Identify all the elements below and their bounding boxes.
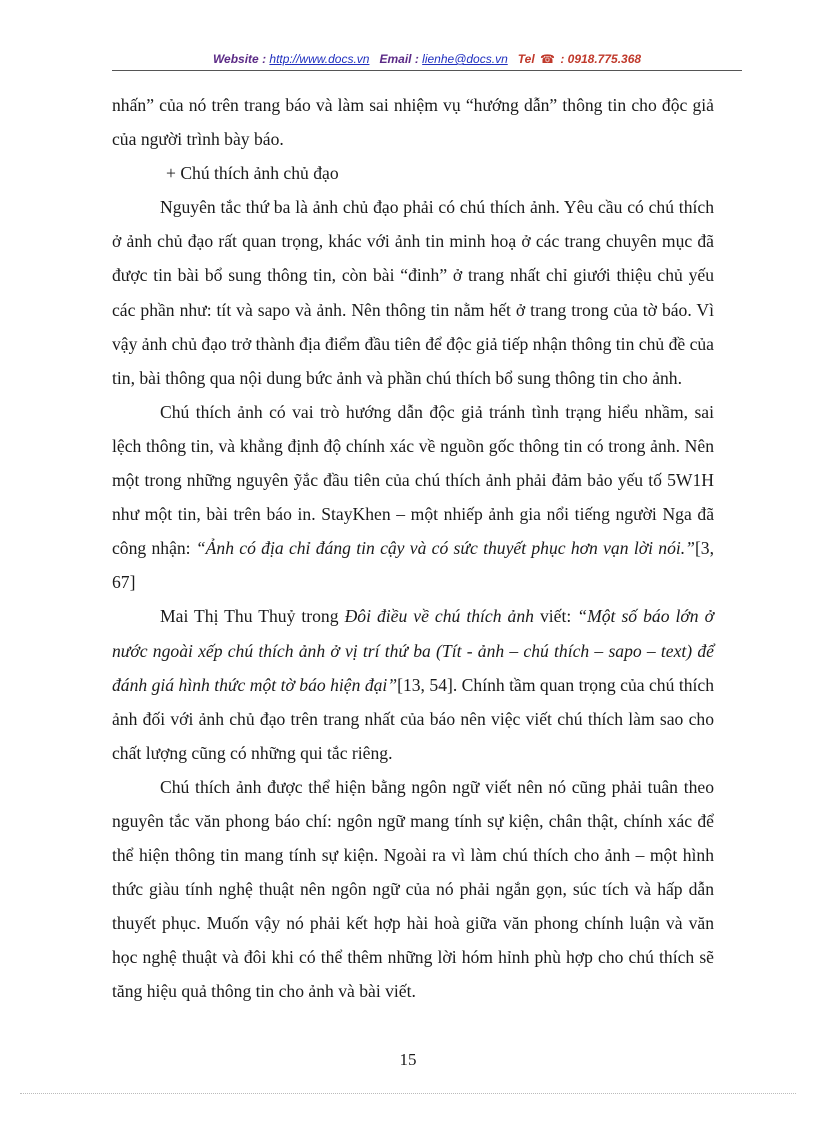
page-header bbox=[112, 50, 742, 70]
citation: [3, 67] bbox=[112, 538, 714, 593]
paragraph-text: [13, 54]. Chính tầm quan trọng của chú thích ảnh đối với ảnh chủ đạo trên trang nhất của báo nên việc viết chú thích làm sao cho chất lượng cũng có những qui tắc riêng. bbox=[112, 674, 714, 763]
work-title: Đôi điều về chú thích ảnh bbox=[344, 606, 534, 627]
website-link[interactable]: http://www.docs.vn bbox=[269, 52, 370, 66]
paragraph-language-style: Chú thích ảnh được thể hiện bằng ngôn ngữ viết nên nó cũng phải tuân theo nguyên tắc văn phong báo chí: ngôn ngữ mang tính sự kiện, chân thật, chính xác để thể hiện thông tin mang tính sự kiện. Ngoài ra vì làm chú thích cho ảnh – một hình thức giàu tính nghệ thuật nên ngôn ngữ của nó phải ngắn gọn, súc tích và hấp dẫn thuyết phục. Muốn vậy nó phải kết hợp hài hoà giữa văn phong chính luận và văn học nghệ thuật và đôi khi có thể thêm những lời hóm hỉnh phù hợp cho chú thích sẽ tăng hiệu quả thông tin cho ảnh và bài viết. bbox=[112, 776, 714, 1002]
section-heading: + Chú thích ảnh chủ đạo bbox=[166, 163, 339, 184]
tel-label: Tel bbox=[517, 52, 535, 66]
document-body bbox=[112, 88, 714, 1009]
page-number: 15 bbox=[399, 1050, 417, 1069]
email-link[interactable]: lienhe@docs.vn bbox=[422, 52, 508, 66]
paragraph-principle: Nguyên tắc thứ ba là ảnh chủ đạo phải có chú thích ảnh. Yêu cầu có chú thích ở ảnh chủ đạo rất quan trọng, khác với ảnh tin minh hoạ ở các trang chuyên mục đã được tin bài bổ sung thông tin, còn bài “đinh” ở trang nhất chỉ giưới thiệu chủ yếu các phần như: tít và sapo và ảnh. Nên thông tin nằm hết ở trang trong của tờ báo. Vì vậy ảnh chủ đạo trở thành địa điểm đầu tiên để độc giả tiếp nhận thông tin chủ đề của tin, bài thông qua nội dung bức ảnh và phần chú thích bổ sung thông tin cho ảnh. bbox=[112, 197, 714, 388]
quote-mai: “Một số báo lớn ở nước ngoài xếp chú thích ảnh ở vị trí thứ ba (Tít - ảnh – chú thích – sapo – text) để đánh giá hình thức một tờ báo hiện đại” bbox=[112, 606, 715, 695]
phone-number: : 0918.775.368 bbox=[560, 52, 642, 66]
paragraph-text: Mai Thị Thu Thuỷ trong bbox=[160, 606, 339, 627]
email-label: Email : bbox=[379, 52, 419, 66]
paragraph-text: Chú thích ảnh có vai trò hướng dẫn độc giả tránh tình trạng hiểu nhầm, sai lệch thông tin, và khẳng định độ chính xác về nguồn gốc thông tin có trong ảnh. Nên một trong những nguyên ỹắc đầu tiên của chú thích ảnh phải đảm bảo yếu tố 5W1H như một tin, bài trên báo in. StayKhen – một nhiếp ảnh gia nổi tiếng người Nga đã công nhận: bbox=[112, 401, 714, 559]
paragraph-text: viết: bbox=[539, 606, 572, 627]
paragraph-mai-thi-thu-thuy bbox=[112, 599, 714, 769]
phone-icon: ☎ bbox=[540, 52, 555, 66]
header-divider bbox=[112, 70, 742, 71]
paragraph-continued: nhấn” của nó trên trang báo và làm sai nhiệm vụ “hướng dẫn” thông tin cho độc giả của người trình bày báo. bbox=[112, 95, 714, 150]
website-label: Website : bbox=[212, 52, 267, 66]
quote-staykhen: “Ảnh có địa chỉ đáng tin cậy và có sức thuyết phục hơn vạn lời nói.” bbox=[195, 538, 695, 559]
footer-divider bbox=[20, 1093, 796, 1094]
paragraph-caption-role bbox=[112, 395, 714, 600]
